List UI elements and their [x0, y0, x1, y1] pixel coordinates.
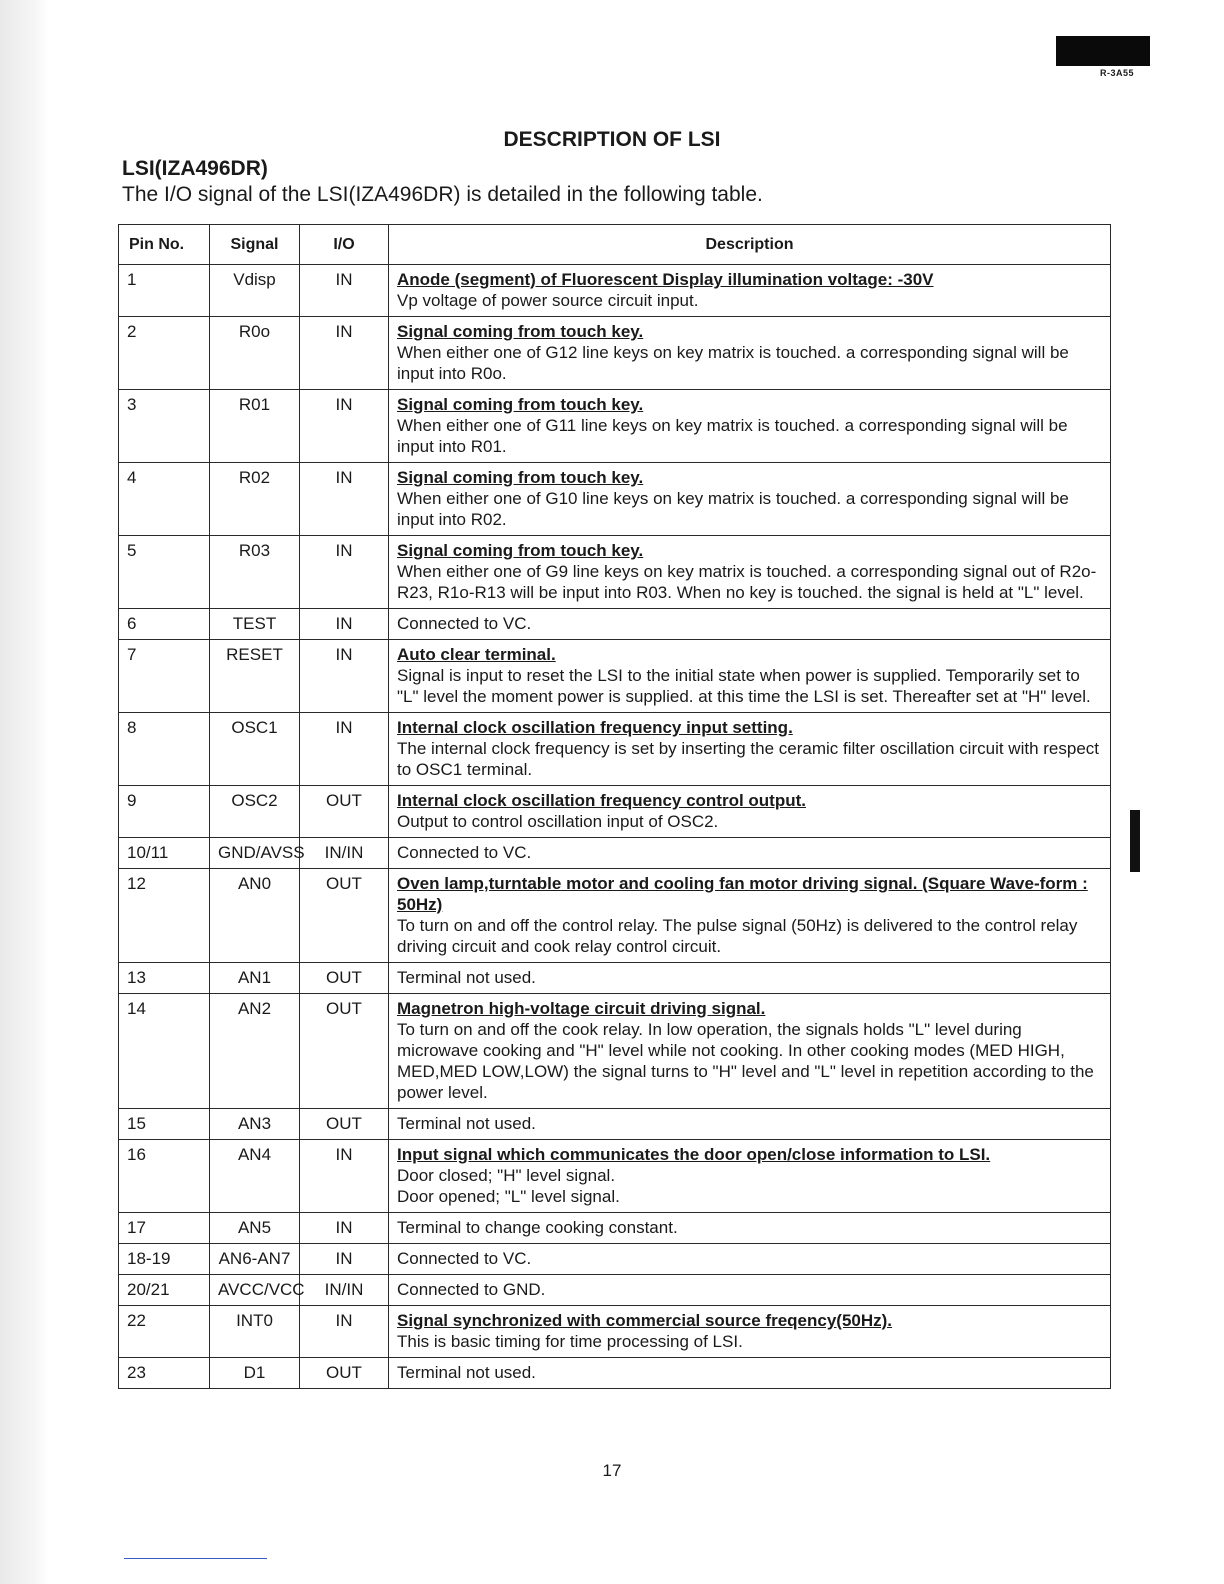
table-row [119, 1109, 1111, 1140]
model-code: R-3A55 [1100, 68, 1135, 78]
description-cell [389, 317, 1111, 390]
io-cell: OUT [300, 786, 389, 838]
io-cell: IN [300, 265, 389, 317]
column-header-io: I/O [300, 225, 389, 265]
signal-cell: R03 [210, 536, 300, 609]
table-row [119, 1244, 1111, 1275]
signal-cell: AN3 [210, 1109, 300, 1140]
io-cell: IN/IN [300, 1275, 389, 1306]
io-cell: OUT [300, 994, 389, 1109]
description-text: This is basic timing for time processing of LSI. [397, 1332, 743, 1351]
table-row [119, 265, 1111, 317]
table-row [119, 1306, 1111, 1358]
description-text: Connected to VC. [397, 843, 532, 862]
signal-cell: D1 [210, 1358, 300, 1389]
pin-number-cell: 14 [119, 994, 210, 1109]
description-title: Internal clock oscillation frequency control output. [397, 791, 806, 810]
io-cell: IN/IN [300, 838, 389, 869]
table-row [119, 1275, 1111, 1306]
io-cell: IN [300, 536, 389, 609]
table-row [119, 786, 1111, 838]
description-cell [389, 463, 1111, 536]
description-text: Connected to GND. [397, 1280, 546, 1299]
io-cell: IN [300, 1244, 389, 1275]
column-header-pin: Pin No. [119, 225, 210, 265]
description-cell [389, 1275, 1111, 1306]
description-text: Output to control oscillation input of OSC2. [397, 812, 719, 831]
io-cell: IN [300, 609, 389, 640]
page-number: 17 [602, 1461, 622, 1480]
signal-cell: AN6-AN7 [210, 1244, 300, 1275]
signal-cell: RESET [210, 640, 300, 713]
description-text: Signal is input to reset the LSI to the initial state when power is supplied. Temporarily set to "L" level the moment power is supplied. at this time the LSI is set. Thereafter set at "H" level. [397, 666, 1091, 706]
description-cell [389, 265, 1111, 317]
description-cell [389, 390, 1111, 463]
description-title: Internal clock oscillation frequency input setting. [397, 718, 793, 737]
description-text: Terminal to change cooking constant. [397, 1218, 678, 1237]
description-text: When either one of G12 line keys on key matrix is touched. a corresponding signal will be input into R0o. [397, 343, 1069, 383]
description-text: Door closed; "H" level signal. Door opened; "L" level signal. [397, 1166, 620, 1206]
description-cell [389, 963, 1111, 994]
pin-number-cell: 5 [119, 536, 210, 609]
description-text: Connected to VC. [397, 614, 532, 633]
signal-cell: R02 [210, 463, 300, 536]
table-row [119, 963, 1111, 994]
table-row [119, 390, 1111, 463]
table-row [119, 317, 1111, 390]
description-cell [389, 640, 1111, 713]
description-cell [389, 994, 1111, 1109]
io-cell: IN [300, 640, 389, 713]
pin-number-cell: 18-19 [119, 1244, 210, 1275]
pin-number-cell: 20/21 [119, 1275, 210, 1306]
description-cell [389, 1358, 1111, 1389]
io-cell: IN [300, 1140, 389, 1213]
table-row [119, 713, 1111, 786]
description-title: Signal coming from touch key. [397, 322, 644, 341]
description-cell [389, 869, 1111, 963]
description-text: When either one of G11 line keys on key matrix is touched. a corresponding signal will be input into R01. [397, 416, 1068, 456]
description-cell [389, 536, 1111, 609]
table-header-row [119, 225, 1111, 265]
io-cell: IN [300, 713, 389, 786]
io-cell: IN [300, 1213, 389, 1244]
footer-rule [124, 1558, 267, 1559]
io-cell: OUT [300, 963, 389, 994]
description-cell [389, 1109, 1111, 1140]
description-cell [389, 1140, 1111, 1213]
table-row [119, 1213, 1111, 1244]
description-title: Signal synchronized with commercial source freqency(50Hz). [397, 1311, 893, 1330]
table-row [119, 463, 1111, 536]
table-row [119, 994, 1111, 1109]
description-cell [389, 609, 1111, 640]
description-text: When either one of G10 line keys on key matrix is touched. a corresponding signal will be input into R02. [397, 489, 1069, 529]
signal-cell: AVCC/VCC [210, 1275, 300, 1306]
pin-number-cell: 10/11 [119, 838, 210, 869]
description-text: Terminal not used. [397, 1363, 536, 1382]
pin-number-cell: 23 [119, 1358, 210, 1389]
signal-cell: TEST [210, 609, 300, 640]
description-cell [389, 786, 1111, 838]
pin-number-cell: 6 [119, 609, 210, 640]
io-cell: OUT [300, 869, 389, 963]
signal-cell: AN2 [210, 994, 300, 1109]
description-text: Vp voltage of power source circuit input. [397, 291, 699, 310]
io-cell: OUT [300, 1358, 389, 1389]
pin-number-cell: 2 [119, 317, 210, 390]
signal-cell: AN0 [210, 869, 300, 963]
description-text: To turn on and off the control relay. The pulse signal (50Hz) is delivered to the control relay driving circuit and cook relay control circuit. [397, 916, 1078, 956]
description-text: Connected to VC. [397, 1249, 532, 1268]
io-cell: IN [300, 1306, 389, 1358]
signal-cell: OSC1 [210, 713, 300, 786]
table-row [119, 1140, 1111, 1213]
pin-number-cell: 17 [119, 1213, 210, 1244]
pin-number-cell: 15 [119, 1109, 210, 1140]
description-cell [389, 1244, 1111, 1275]
io-cell: OUT [300, 1109, 389, 1140]
description-text: To turn on and off the cook relay. In low operation, the signals holds "L" level during microwave cooking and "H" level while not cooking. In other cooking modes (MED HIGH, MED,MED LOW,LOW) the signal turns to "H" level and "L" level in repetition according to the power level. [397, 1020, 1094, 1102]
section-heading: LSI(IZA496DR) [122, 157, 268, 180]
table-row [119, 536, 1111, 609]
page-title: DESCRIPTION OF LSI [503, 128, 721, 151]
description-title: Auto clear terminal. [397, 645, 556, 664]
description-text: Terminal not used. [397, 1114, 536, 1133]
description-title: Oven lamp,turntable motor and cooling fan motor driving signal. (Square Wave-form : 50Hz) [397, 874, 1088, 914]
signal-cell: GND/AVSS [210, 838, 300, 869]
pin-number-cell: 7 [119, 640, 210, 713]
signal-cell: AN1 [210, 963, 300, 994]
description-text: Terminal not used. [397, 968, 536, 987]
description-title: Signal coming from touch key. [397, 541, 644, 560]
scan-edge-shading [0, 0, 50, 1584]
table-row [119, 869, 1111, 963]
description-text: When either one of G9 line keys on key matrix is touched. a corresponding signal out of R2o-R23, R1o-R13 will be input into R03. When no key is touched. the signal is held at "L" level. [397, 562, 1097, 602]
description-title: Anode (segment) of Fluorescent Display illumination voltage: -30V [397, 270, 934, 289]
table-row [119, 640, 1111, 713]
pin-number-cell: 4 [119, 463, 210, 536]
intro-text: The I/O signal of the LSI(IZA496DR) is detailed in the following table. [122, 183, 763, 206]
io-cell: IN [300, 390, 389, 463]
side-index-mark [1130, 810, 1140, 872]
page-tab-marker [1056, 36, 1150, 66]
description-cell [389, 1306, 1111, 1358]
table-row [119, 838, 1111, 869]
pin-number-cell: 16 [119, 1140, 210, 1213]
signal-cell: OSC2 [210, 786, 300, 838]
signal-cell: Vdisp [210, 265, 300, 317]
table-row [119, 1358, 1111, 1389]
pin-number-cell: 12 [119, 869, 210, 963]
column-header-description: Description [389, 225, 1111, 265]
signal-cell: INT0 [210, 1306, 300, 1358]
signal-cell: R01 [210, 390, 300, 463]
pin-number-cell: 13 [119, 963, 210, 994]
io-cell: IN [300, 463, 389, 536]
column-header-signal: Signal [210, 225, 300, 265]
signal-cell: AN5 [210, 1213, 300, 1244]
io-cell: IN [300, 317, 389, 390]
description-cell [389, 713, 1111, 786]
description-cell [389, 1213, 1111, 1244]
signal-cell: R0o [210, 317, 300, 390]
description-title: Magnetron high-voltage circuit driving signal. [397, 999, 766, 1018]
signal-cell: AN4 [210, 1140, 300, 1213]
io-signal-table [118, 224, 1111, 1389]
description-text: The internal clock frequency is set by inserting the ceramic filter oscillation circuit with respect to OSC1 terminal. [397, 739, 1100, 779]
pin-number-cell: 8 [119, 713, 210, 786]
description-title: Input signal which communicates the door open/close information to LSI. [397, 1145, 991, 1164]
description-title: Signal coming from touch key. [397, 468, 644, 487]
pin-number-cell: 3 [119, 390, 210, 463]
table-row [119, 609, 1111, 640]
pin-number-cell: 9 [119, 786, 210, 838]
pin-number-cell: 22 [119, 1306, 210, 1358]
description-title: Signal coming from touch key. [397, 395, 644, 414]
pin-number-cell: 1 [119, 265, 210, 317]
description-cell [389, 838, 1111, 869]
